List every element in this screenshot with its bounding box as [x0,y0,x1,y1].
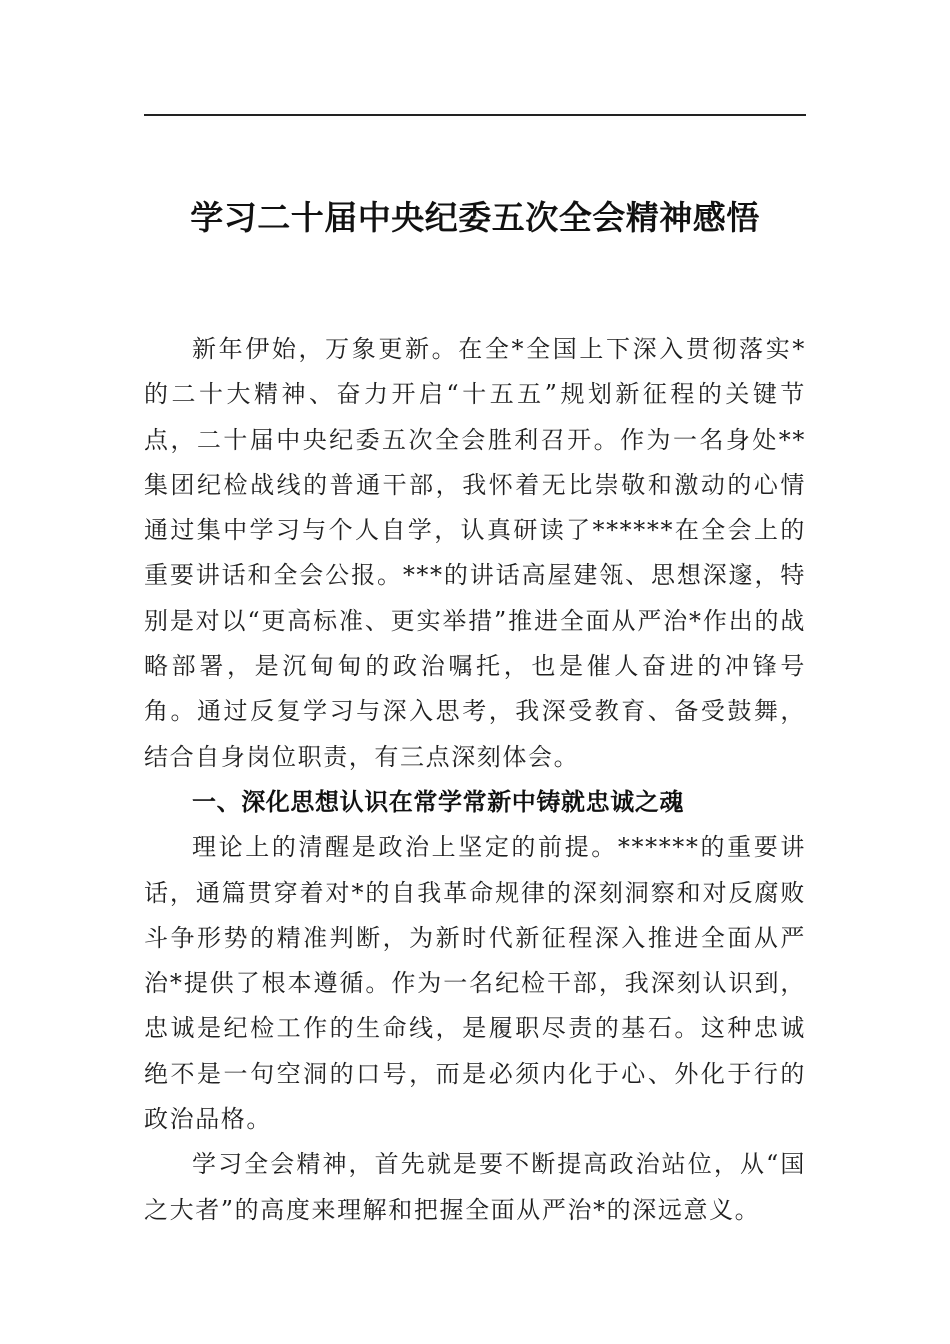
section-paragraph-2: 学习全会精神，首先就是要不断提高政治站位，从“国之大者”的高度来理解和把握全面从严治*的深远意义。 [144,1150,806,1224]
document-title: 学习二十届中央纪委五次全会精神感悟 [190,198,760,237]
intro-paragraph: 新年伊始，万象更新。在全*全国上下深入贯彻落实*的二十大精神、奋力开启“十五五”规划新征程的关键节点，二十届中央纪委五次全会胜利召开。作为一名身处**集团纪检战线的普通干部，我怀着无比崇敬和激动的心情通过集中学习与个人自学，认真研读了******在全会上的重要讲话和全会公报。***的讲话高屋建瓴、思想深邃，特别是对以“更高标准、更实举措”推进全面从严治*作出的战略部署，是沉甸甸的政治嘱托，也是催人奋进的冲锋号角。通过反复学习与深入思考，我深受教育、备受鼓舞，结合自身岗位职责，有三点深刻体会。 [144,335,806,771]
header-rule [144,114,806,116]
section-paragraph-1: 理论上的清醒是政治上坚定的前提。******的重要讲话，通篇贯穿着对*的自我革命规律的深刻洞察和对反腐败斗争形势的精准判断，为新时代新征程深入推进全面从严治*提供了根本遵循。作为一名纪检干部，我深刻认识到，忠诚是纪检工作的生命线，是履职尽责的基石。这种忠诚绝不是一句空洞的口号，而是必须内化于心、外化于行的政治品格。 [144,833,806,1134]
section-heading: 一、深化思想认识在常学常新中铸就忠诚之魂 [192,787,684,816]
document-body [144,327,806,1233]
